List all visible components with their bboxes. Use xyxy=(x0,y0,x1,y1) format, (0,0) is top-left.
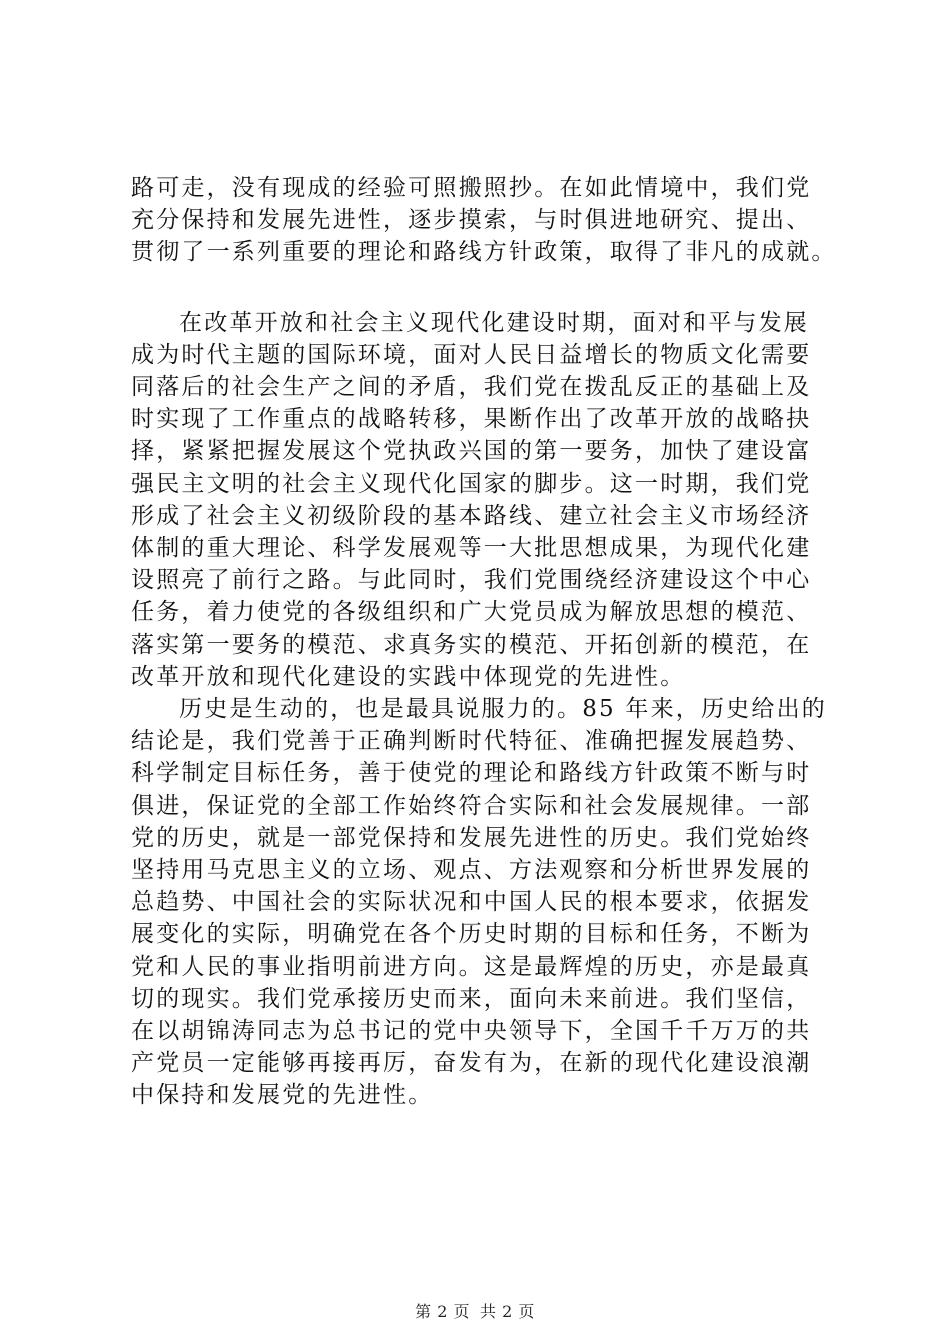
text-line: 坚持用马克思主义的立场、观点、方法观察和分析世界发展的 xyxy=(131,857,812,884)
page-number: 第 2 页 xyxy=(415,1302,470,1321)
text-line: 总趋势、中国社会的实际状况和中国人民的根本要求，依据发 xyxy=(131,889,812,916)
text-line: 形成了社会主义初级阶段的基本路线、建立社会主义市场经济 xyxy=(131,502,812,529)
page-footer xyxy=(0,1302,950,1322)
paragraph-1 xyxy=(131,172,837,269)
text-line: 成为时代主题的国际环境，面对人民日益增长的物质文化需要 xyxy=(131,341,812,368)
text-line: 党和人民的事业指明前进方向。这是最辉煌的历史，亦是最真 xyxy=(131,953,812,980)
text-line: 结论是，我们党善于正确判断时代特征、准确把握发展趋势、 xyxy=(131,728,812,755)
paragraph-3 xyxy=(131,693,831,1112)
text-line-first xyxy=(131,307,831,339)
text-line: 科学制定目标任务，善于使党的理论和路线方针政策不断与时 xyxy=(131,760,812,787)
text-line: 落实第一要务的模范、求真务实的模范、开拓创新的模范，在 xyxy=(131,631,812,658)
text-line: 产党员一定能够再接再厉，奋发有为，在新的现代化建设浪潮 xyxy=(131,1050,812,1077)
text-line: 同落后的社会生产之间的矛盾，我们党在拨乱反正的基础上及 xyxy=(131,374,812,401)
text-line: 在以胡锦涛同志为总书记的党中央领导下，全国千千万万的共 xyxy=(131,1018,812,1045)
text-line: 在改革开放和社会主义现代化建设时期，面对和平与发展 xyxy=(179,309,809,336)
text-line: 任务，着力使党的各级组织和广大党员成为解放思想的模范、 xyxy=(131,599,812,626)
text-line: 时实现了工作重点的战略转移，果断作出了改革开放的战略抉 xyxy=(131,406,812,433)
page-total: 共 2 页 xyxy=(480,1302,535,1321)
text-line: 择，紧紧把握发展这个党执政兴国的第一要务，加快了建设富 xyxy=(131,438,812,465)
document-body xyxy=(131,172,837,1112)
text-line: 中保持和发展党的先进性。 xyxy=(131,1082,434,1109)
text-line: 切的现实。我们党承接历史而来，面向未来前进。我们坚信， xyxy=(131,985,812,1012)
text-line: 贯彻了一系列重要的理论和路线方针政策，取得了非凡的成就。 xyxy=(131,239,837,266)
text-line: 体制的重大理论、科学发展观等一大批思想成果，为现代化建 xyxy=(131,535,812,562)
text-line: 党的历史，就是一部党保持和发展先进性的历史。我们党始终 xyxy=(131,824,812,851)
text-line: 改革开放和现代化建设的实践中体现党的先进性。 xyxy=(131,663,686,690)
text-line: 俱进，保证党的全部工作始终符合实际和社会发展规律。一部 xyxy=(131,792,812,819)
text-line: 强民主文明的社会主义现代化国家的脚步。这一时期，我们党 xyxy=(131,470,812,497)
paragraph-2 xyxy=(131,307,831,693)
text-line: 历史是生动的，也是最具说服力的。85 年来，历史给出的 xyxy=(179,696,827,723)
text-line: 路可走，没有现成的经验可照搬照抄。在如此情境中，我们党 xyxy=(131,175,812,201)
text-line: 展变化的实际，明确党在各个历史时期的目标和任务，不断为 xyxy=(131,921,812,948)
text-line: 设照亮了前行之路。与此同时，我们党围绕经济建设这个中心 xyxy=(131,567,812,594)
text-line-first xyxy=(131,693,831,725)
text-line: 充分保持和发展先进性，逐步摸索，与时俱进地研究、提出、 xyxy=(131,207,812,234)
